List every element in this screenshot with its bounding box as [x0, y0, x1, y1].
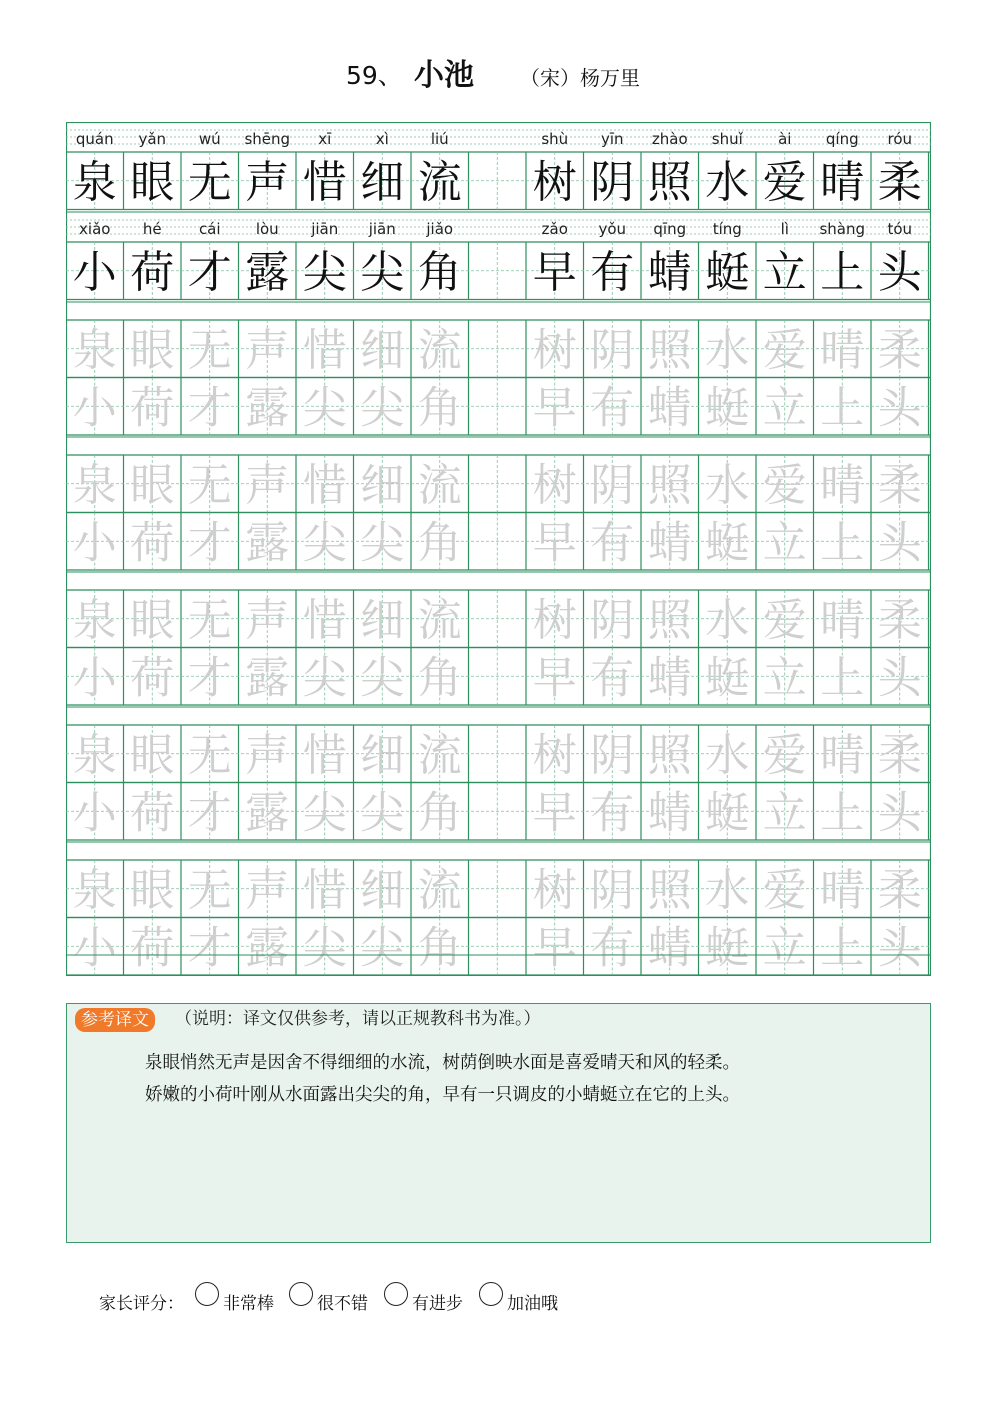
- tracing-character: 惜: [302, 459, 347, 511]
- tracing-character: 惜: [302, 729, 347, 781]
- tracing-character: 晴: [820, 729, 865, 781]
- pinyin-syllable: qīng: [653, 220, 687, 238]
- radio-circle-icon[interactable]: [384, 1282, 408, 1306]
- tracing-character: 爱: [762, 459, 807, 511]
- tracing-character: 蜓: [705, 382, 750, 434]
- tracing-character: 蜓: [705, 517, 750, 569]
- tracing-character: 眼: [130, 729, 175, 781]
- tracing-character: 阴: [590, 459, 635, 511]
- tracing-character: 蜻: [647, 517, 692, 569]
- tracing-character: 惜: [302, 324, 347, 376]
- tracing-character: 无: [187, 594, 232, 646]
- tracing-character: 头: [877, 517, 922, 569]
- tracing-character: 水: [705, 594, 750, 646]
- tracing-character: 尖: [302, 787, 347, 839]
- tracing-character: 尖: [360, 787, 405, 839]
- tracing-character: 露: [245, 382, 290, 434]
- tracing-character: 照: [647, 594, 692, 646]
- pinyin-syllable: xī: [318, 130, 332, 148]
- tracing-character: 无: [187, 729, 232, 781]
- tracing-character: 泉: [72, 864, 117, 916]
- title-row: [0, 52, 991, 96]
- pinyin-syllable: quán: [75, 130, 114, 148]
- radio-circle-icon[interactable]: [289, 1282, 313, 1306]
- tracing-character: 树: [532, 459, 577, 511]
- tracing-character: 才: [187, 652, 232, 704]
- pinyin-syllable: róu: [887, 130, 913, 148]
- tracing-character: 荷: [130, 517, 175, 569]
- tracing-character: 角: [417, 517, 462, 569]
- tracing-character: 小: [72, 652, 117, 704]
- tracing-character: 尖: [360, 922, 405, 974]
- pinyin-syllable: yīn: [600, 130, 624, 148]
- model-character: 尖: [360, 246, 405, 298]
- tracing-character: 露: [245, 922, 290, 974]
- tracing-character: 爱: [762, 729, 807, 781]
- pinyin-syllable: tóu: [887, 220, 913, 238]
- tracing-character: 尖: [302, 517, 347, 569]
- tracing-character: 无: [187, 324, 232, 376]
- pinyin-syllable: zǎo: [541, 220, 568, 238]
- model-character: 立: [762, 246, 807, 298]
- pinyin-syllable: jiǎo: [426, 220, 454, 238]
- tracing-character: 水: [705, 324, 750, 376]
- tracing-character: 爱: [762, 594, 807, 646]
- tracing-character: 小: [72, 382, 117, 434]
- tracing-character: 角: [417, 787, 462, 839]
- tracing-character: 立: [762, 517, 807, 569]
- tracing-character: 角: [417, 922, 462, 974]
- tracing-character: 蜓: [705, 922, 750, 974]
- tracing-character: 早: [532, 382, 577, 434]
- tracing-character: 细: [360, 459, 405, 511]
- model-character: 眼: [130, 156, 175, 208]
- tracing-character: 角: [417, 652, 462, 704]
- tracing-character: 无: [187, 459, 232, 511]
- rating-label: 家长评分：: [99, 1294, 184, 1314]
- tracing-character: 蜻: [647, 382, 692, 434]
- tracing-character: 立: [762, 787, 807, 839]
- tracing-character: 尖: [360, 382, 405, 434]
- tracing-character: 惜: [302, 594, 347, 646]
- tracing-character: 声: [245, 324, 290, 376]
- tracing-character: 才: [187, 382, 232, 434]
- tracing-character: 蜓: [705, 652, 750, 704]
- tracing-character: 照: [647, 864, 692, 916]
- tracing-character: 蜻: [647, 922, 692, 974]
- rating-option-label: 加油哦: [507, 1294, 558, 1314]
- tracing-character: 流: [417, 324, 462, 376]
- tracing-character: 细: [360, 729, 405, 781]
- pinyin-syllable: ài: [778, 130, 792, 148]
- tracing-character: 蜓: [705, 787, 750, 839]
- pinyin-syllable: lòu: [255, 220, 279, 238]
- radio-circle-icon[interactable]: [195, 1282, 219, 1306]
- tracing-character: 树: [532, 324, 577, 376]
- model-character: 早: [532, 246, 577, 298]
- tracing-character: 头: [877, 922, 922, 974]
- pinyin-syllable: tíng: [712, 220, 742, 238]
- tracing-character: 照: [647, 459, 692, 511]
- tracing-character: 才: [187, 787, 232, 839]
- model-character: 头: [877, 246, 922, 298]
- tracing-character: 早: [532, 652, 577, 704]
- reference-note: （说明：译文仅供参考，请以正规教科书为准。）: [175, 1009, 541, 1029]
- tracing-character: 爱: [762, 324, 807, 376]
- model-character: 树: [532, 156, 577, 208]
- tracing-character: 早: [532, 922, 577, 974]
- lesson-number: 59、: [346, 61, 403, 90]
- model-character: 流: [417, 156, 462, 208]
- tracing-character: 有: [590, 382, 635, 434]
- tracing-character: 水: [705, 459, 750, 511]
- model-character: 水: [705, 156, 750, 208]
- tracing-character: 细: [360, 594, 405, 646]
- rating-option-label: 有进步: [412, 1294, 463, 1314]
- tracing-character: 眼: [130, 459, 175, 511]
- tracing-character: 眼: [130, 324, 175, 376]
- tracing-character: 流: [417, 864, 462, 916]
- pinyin-syllable: xiǎo: [79, 220, 111, 238]
- pinyin-syllable: qíng: [825, 130, 859, 148]
- tracing-character: 阴: [590, 729, 635, 781]
- tracing-character: 流: [417, 459, 462, 511]
- tianzige-practice-grid: [66, 122, 931, 976]
- pinyin-syllable: zhào: [651, 130, 688, 148]
- pinyin-syllable: shēng: [244, 130, 291, 148]
- model-character: 细: [360, 156, 405, 208]
- tracing-character: 上: [820, 787, 865, 839]
- tracing-character: 细: [360, 864, 405, 916]
- tracing-character: 才: [187, 517, 232, 569]
- reference-badge: 参考译文: [75, 1008, 155, 1032]
- tracing-character: 荷: [130, 922, 175, 974]
- tracing-character: 上: [820, 517, 865, 569]
- pinyin-syllable: jiān: [368, 220, 396, 238]
- tracing-character: 眼: [130, 864, 175, 916]
- tracing-character: 尖: [302, 382, 347, 434]
- pinyin-syllable: shàng: [819, 220, 866, 238]
- radio-circle-icon[interactable]: [479, 1282, 503, 1306]
- pinyin-syllable: cái: [198, 220, 221, 238]
- poem-title: 小池: [414, 58, 474, 93]
- tracing-character: 上: [820, 922, 865, 974]
- translation-line-1: 泉眼悄然无声是因舍不得细细的水流，树荫倒映水面是喜爱晴天和风的轻柔。: [145, 1053, 740, 1073]
- model-character: 尖: [302, 246, 347, 298]
- tracing-character: 惜: [302, 864, 347, 916]
- pinyin-syllable: yǒu: [598, 220, 627, 238]
- tracing-character: 无: [187, 864, 232, 916]
- tracing-character: 泉: [72, 459, 117, 511]
- tracing-character: 晴: [820, 324, 865, 376]
- tracing-character: 流: [417, 729, 462, 781]
- tracing-character: 荷: [130, 652, 175, 704]
- model-character: 照: [647, 156, 692, 208]
- tracing-character: 声: [245, 864, 290, 916]
- tracing-character: 角: [417, 382, 462, 434]
- tracing-character: 小: [72, 787, 117, 839]
- tracing-character: 树: [532, 594, 577, 646]
- tracing-character: 细: [360, 324, 405, 376]
- pinyin-syllable: yǎn: [138, 130, 167, 148]
- model-character: 荷: [130, 246, 175, 298]
- tracing-character: 照: [647, 729, 692, 781]
- tracing-character: 荷: [130, 787, 175, 839]
- model-character: 晴: [820, 156, 865, 208]
- tracing-character: 荷: [130, 382, 175, 434]
- tracing-character: 声: [245, 594, 290, 646]
- tracing-character: 露: [245, 787, 290, 839]
- tracing-character: 晴: [820, 594, 865, 646]
- pinyin-syllable: shuǐ: [711, 130, 743, 148]
- tracing-character: 有: [590, 517, 635, 569]
- model-character: 蜻: [647, 246, 692, 298]
- tracing-character: 流: [417, 594, 462, 646]
- tracing-character: 尖: [302, 922, 347, 974]
- tracing-character: 尖: [360, 517, 405, 569]
- model-character: 蜓: [705, 246, 750, 298]
- tracing-character: 上: [820, 382, 865, 434]
- pinyin-syllable: shù: [541, 130, 569, 148]
- pinyin-syllable: jiān: [311, 220, 339, 238]
- tracing-character: 头: [877, 787, 922, 839]
- translation-line-2: 娇嫩的小荷叶刚从水面露出尖尖的角，早有一只调皮的小蜻蜓立在它的上头。: [145, 1085, 740, 1105]
- tracing-character: 有: [590, 922, 635, 974]
- reference-translation-panel: [66, 1003, 931, 1243]
- pinyin-syllable: lì: [780, 220, 789, 238]
- pinyin-syllable: wú: [198, 130, 221, 148]
- tracing-character: 声: [245, 729, 290, 781]
- tracing-character: 声: [245, 459, 290, 511]
- model-character: 上: [820, 246, 865, 298]
- model-character: 角: [417, 246, 462, 298]
- poem-author: （宋）杨万里: [520, 66, 640, 90]
- tracing-character: 立: [762, 652, 807, 704]
- tracing-character: 柔: [877, 594, 922, 646]
- tracing-character: 才: [187, 922, 232, 974]
- tracing-character: 柔: [877, 864, 922, 916]
- tracing-character: 有: [590, 787, 635, 839]
- tracing-character: 立: [762, 922, 807, 974]
- tracing-character: 尖: [302, 652, 347, 704]
- tracing-character: 晴: [820, 864, 865, 916]
- tracing-character: 泉: [72, 324, 117, 376]
- tracing-character: 露: [245, 517, 290, 569]
- tracing-character: 上: [820, 652, 865, 704]
- tracing-character: 树: [532, 864, 577, 916]
- tracing-character: 水: [705, 729, 750, 781]
- tracing-character: 蜻: [647, 787, 692, 839]
- model-character: 有: [590, 246, 635, 298]
- model-character: 声: [245, 156, 290, 208]
- model-character: 泉: [72, 156, 117, 208]
- tracing-character: 早: [532, 517, 577, 569]
- model-character: 无: [187, 156, 232, 208]
- tracing-character: 阴: [590, 864, 635, 916]
- tracing-character: 泉: [72, 594, 117, 646]
- tracing-character: 柔: [877, 324, 922, 376]
- tracing-character: 露: [245, 652, 290, 704]
- tracing-character: 爱: [762, 864, 807, 916]
- tracing-character: 柔: [877, 729, 922, 781]
- tracing-character: 水: [705, 864, 750, 916]
- tracing-character: 泉: [72, 729, 117, 781]
- tracing-character: 小: [72, 922, 117, 974]
- rating-option-label: 很不错: [317, 1294, 368, 1314]
- pinyin-syllable: hé: [142, 220, 162, 238]
- tracing-character: 早: [532, 787, 577, 839]
- pinyin-syllable: xì: [375, 130, 389, 148]
- model-character: 露: [245, 246, 290, 298]
- tracing-character: 头: [877, 652, 922, 704]
- tracing-character: 照: [647, 324, 692, 376]
- tracing-character: 有: [590, 652, 635, 704]
- tracing-character: 晴: [820, 459, 865, 511]
- tracing-character: 阴: [590, 594, 635, 646]
- model-character: 阴: [590, 156, 635, 208]
- tracing-character: 头: [877, 382, 922, 434]
- tracing-character: 蜻: [647, 652, 692, 704]
- model-character: 才: [187, 246, 232, 298]
- tracing-character: 阴: [590, 324, 635, 376]
- tracing-character: 尖: [360, 652, 405, 704]
- pinyin-syllable: liú: [430, 130, 449, 148]
- model-character: 惜: [302, 156, 347, 208]
- tracing-character: 树: [532, 729, 577, 781]
- model-character: 爱: [762, 156, 807, 208]
- tracing-character: 立: [762, 382, 807, 434]
- tracing-character: 眼: [130, 594, 175, 646]
- tracing-character: 小: [72, 517, 117, 569]
- tracing-character: 柔: [877, 459, 922, 511]
- model-character: 柔: [877, 156, 922, 208]
- model-character: 小: [72, 246, 117, 298]
- rating-option-label: 非常棒: [223, 1294, 274, 1314]
